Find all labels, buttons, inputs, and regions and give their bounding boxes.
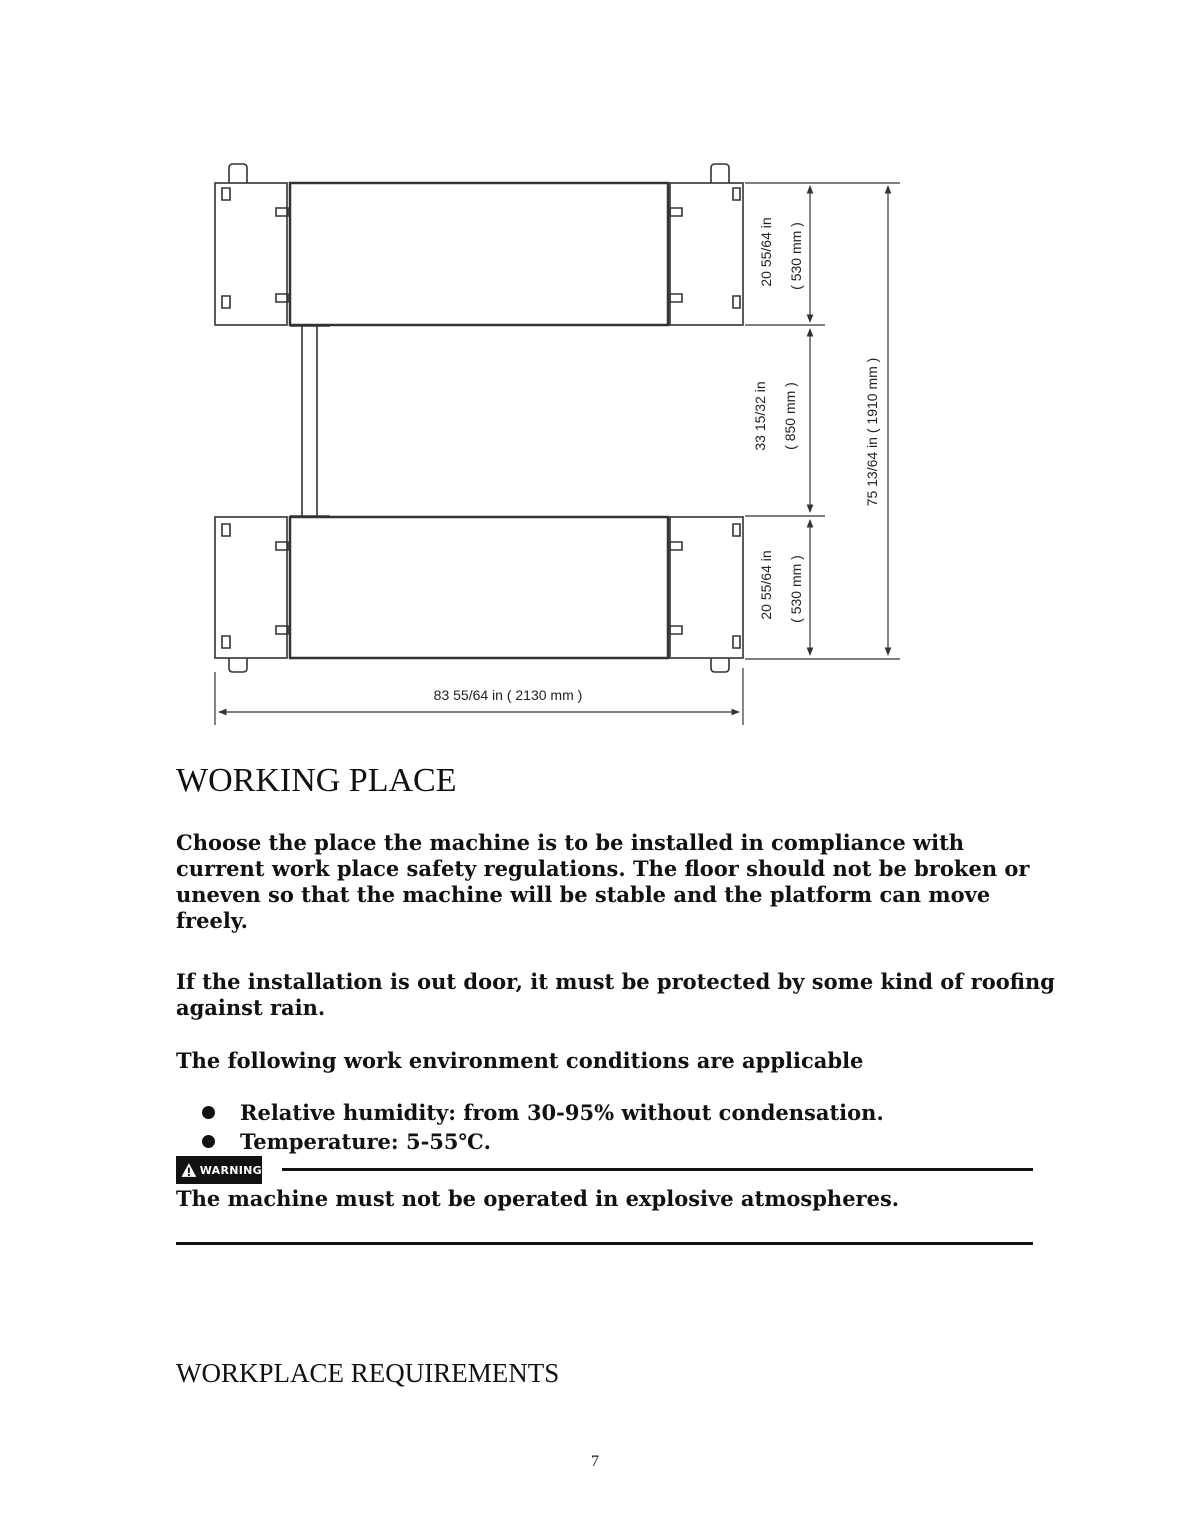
bullet-icon	[202, 1106, 215, 1119]
humidity-condition: Relative humidity: from 30-95% without condensation.	[240, 1100, 884, 1125]
dim-total-length: 75 13/64 in ( 1910 mm )	[864, 357, 880, 507]
warning-top-rule	[282, 1168, 1033, 1171]
conditions-intro: The following work environment conditions are applicable	[176, 1048, 864, 1073]
working-place-title: WORKING PLACE	[176, 762, 457, 799]
dim-bottom-platform-mm: ( 530 mm )	[788, 555, 804, 623]
warning-text: The machine must not be operated in explosive atmospheres.	[176, 1186, 900, 1211]
temperature-condition: Temperature: 5-55℃.	[240, 1129, 491, 1154]
warning-triangle-icon	[181, 1162, 197, 1178]
bottom-platform	[215, 517, 743, 672]
warning-bottom-rule	[176, 1242, 1033, 1245]
list-item	[176, 1098, 884, 1127]
dim-bottom-platform-in: 20 55/64 in	[758, 550, 774, 620]
top-platform	[215, 164, 743, 325]
list-item	[176, 1127, 884, 1156]
installation-paragraph: Choose the place the machine is to be installed in compliance with current work place safety regulations. The floor should not be broken or uneven so that the machine will be stable and the platform can move freely.	[176, 830, 1030, 933]
warning-badge-label: WARNING	[199, 1163, 262, 1177]
warning-badge	[176, 1156, 262, 1184]
conditions-list	[176, 1098, 884, 1156]
dim-gap-mm: ( 850 mm )	[782, 382, 798, 450]
dim-top-platform-in: 20 55/64 in	[758, 217, 774, 287]
page-number: 7	[591, 1453, 599, 1470]
lift-dimension-diagram	[0, 0, 1190, 740]
dim-total-width: 83 55/64 in ( 2130 mm )	[433, 687, 583, 703]
dim-gap-in: 33 15/32 in	[752, 381, 768, 451]
outdoor-paragraph: If the installation is out door, it must be protected by some kind of roofing against rain.	[176, 969, 1055, 1020]
workplace-requirements-title: WORKPLACE REQUIREMENTS	[176, 1358, 560, 1388]
dim-top-platform-mm: ( 530 mm )	[788, 222, 804, 290]
side-rail	[290, 326, 330, 516]
bullet-icon	[202, 1135, 215, 1148]
